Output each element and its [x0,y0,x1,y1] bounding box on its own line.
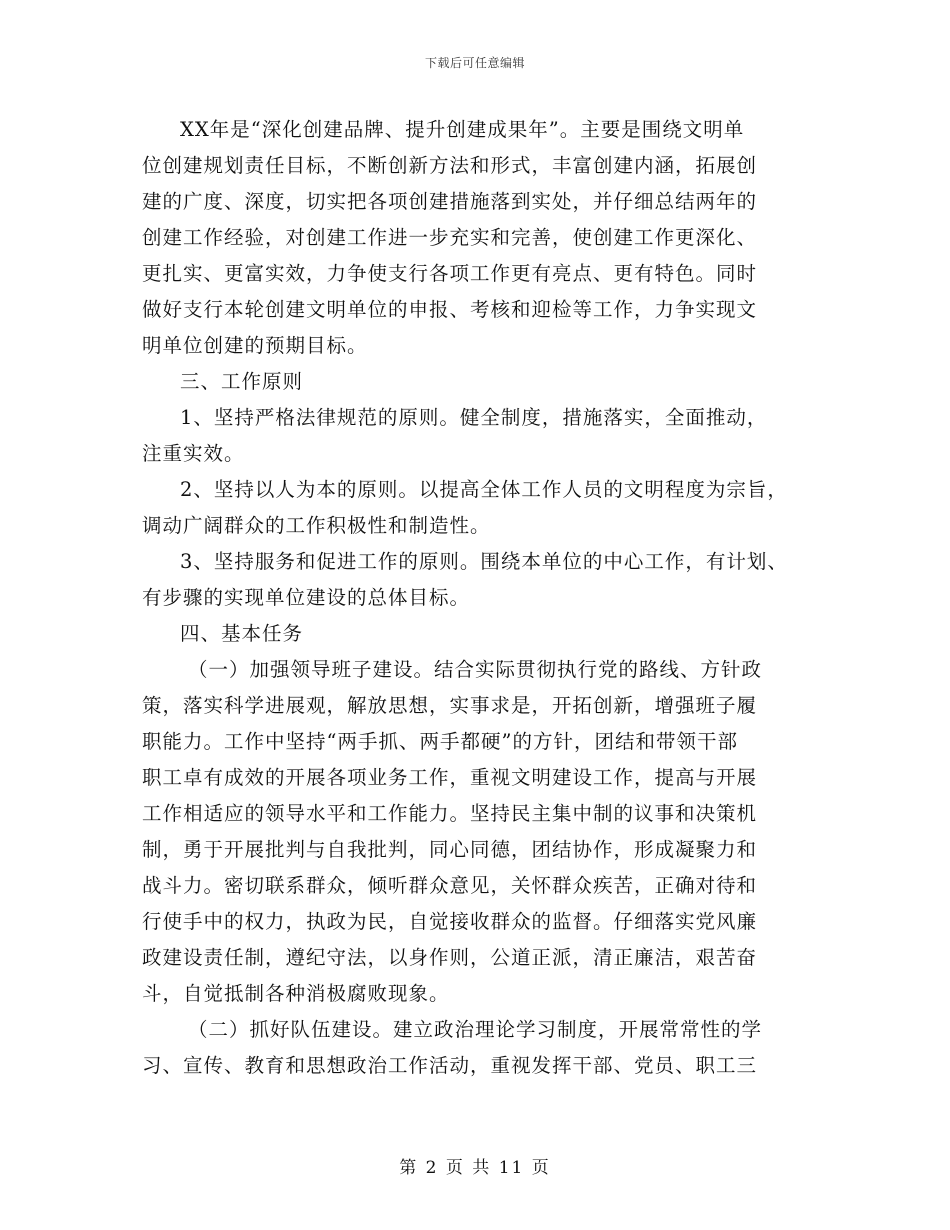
page-header: 下载后可任意编辑 [424,56,525,70]
paragraph-line: 制，勇于开展批判与自我批判，同心同德，团结协作，形成凝聚力和 [142,838,758,861]
paragraph-line: 建的广度、深度，切实把各项创建措施落到实处，并仔细总结两年的 [142,190,758,213]
paragraph-line: 策，落实科学进展观，解放思想，实事求是，开拓创新，增强班子履 [142,694,758,717]
paragraph-line: 有步骤的实现单位建设的总体目标。 [142,586,471,609]
paragraph-line: 行使手中的权力，执政为民，自觉接收群众的监督。仔细落实党风廉 [142,910,758,933]
page-number-footer: 第 2 页 共 11 页 [399,1158,551,1178]
paragraph-line: 调动广阔群众的工作积极性和制造性。 [142,514,491,537]
paragraph-line: 做好支行本轮创建文明单位的申报、考核和迎检等工作，力争实现文 [142,298,758,321]
paragraph-line: 职能力。工作中坚持“两手抓、两手都硬”的方针，团结和带领干部 [142,730,738,753]
section-heading: 四、基本任务 [180,622,304,645]
paragraph-line: 更扎实、更富实效，力争使支行各项工作更有亮点、更有特色。同时 [142,262,758,285]
paragraph-line: （一）加强领导班子建设。结合实际贯彻执行党的路线、方针政 [188,658,763,681]
paragraph-line: 创建工作经验，对创建工作进一步充实和完善，使创建工作更深化、 [142,226,758,249]
paragraph-line: 职工卓有成效的开展各项业务工作，重视文明建设工作，提高与开展 [142,766,758,789]
paragraph-line: 工作相适应的领导水平和工作能力。坚持民主集中制的议事和决策机 [142,802,758,825]
document-body [142,112,812,1084]
paragraph-line: 2、坚持以人为本的原则。以提高全体工作人员的文明程度为宗旨， [180,478,788,501]
paragraph-line: 战斗力。密切联系群众，倾听群众意见，关怀群众疾苦，正确对待和 [142,874,758,897]
paragraph-line: XX年是“深化创建品牌、提升创建成果年”。主要是围绕文明单 [180,118,745,141]
paragraph-line: 1、坚持严格法律规范的原则。健全制度，措施落实，全面推动， [180,406,768,429]
paragraph-line: 3、坚持服务和促进工作的原则。围绕本单位的中心工作，有计划、 [180,550,788,573]
paragraph-line: （二）抓好队伍建设。建立政治理论学习制度，开展常常性的学 [188,1018,763,1041]
paragraph-line: 习、宣传、教育和思想政治工作活动，重视发挥干部、党员、职工三 [142,1054,758,1077]
paragraph-line: 明单位创建的预期目标。 [142,334,368,357]
paragraph-line: 政建设责任制，遵纪守法，以身作则，公道正派，清正廉洁，艰苦奋 [142,946,758,969]
paragraph-line: 斗，自觉抵制各种消极腐败现象。 [142,982,450,1005]
paragraph-line: 注重实效。 [142,442,245,465]
paragraph-line: 位创建规划责任目标，不断创新方法和形式，丰富创建内涵，拓展创 [142,154,758,177]
section-heading: 三、工作原则 [180,370,304,393]
